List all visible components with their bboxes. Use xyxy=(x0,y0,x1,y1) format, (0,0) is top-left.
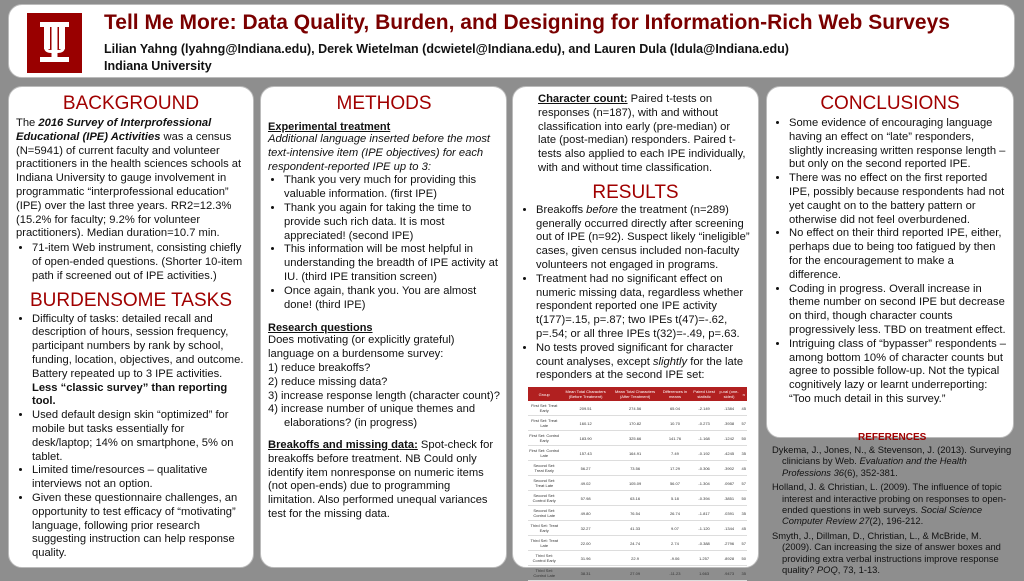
background-panel xyxy=(8,86,254,568)
table-cell: -1.168 xyxy=(691,431,718,446)
table-cell: 35 xyxy=(740,566,747,581)
table-cell: 22.00 xyxy=(560,536,610,551)
table-cell: -9.06 xyxy=(659,551,690,566)
table-row xyxy=(528,431,747,446)
table-cell: 157.43 xyxy=(560,446,610,461)
burden-item: • Given these questionnaire challenges, an opportunity to test efficacy of “motivating” language, following prior research suggesting instruction can help response quality. xyxy=(32,492,246,561)
table-row xyxy=(528,416,747,431)
research-questions-title: Research questions xyxy=(268,322,373,335)
table-cell: .1384 xyxy=(718,401,741,416)
poster-affiliation: Indiana University xyxy=(104,59,212,73)
table-row xyxy=(528,491,747,506)
table-cell: 141.76 xyxy=(659,431,690,446)
table-cell: 35 xyxy=(740,446,747,461)
table-cell: 45 xyxy=(740,521,747,536)
table-cell: 164.91 xyxy=(611,446,660,461)
table-cell: 160.12 xyxy=(560,416,610,431)
table-cell: 170.82 xyxy=(611,416,660,431)
burden-item: • Limited time/resources – qualitative interviews not an option. xyxy=(32,464,246,492)
reference-item: Holland, J. & Christian, L. (2009). The influence of topic interest and interactive probing on responses to open-ended questions in web surveys. Social Science Computer Review 27(2), 196-212. xyxy=(772,481,1007,527)
poster-authors: Lilian Yahng (lyahng@Indiana.edu), Derek Wietelman (dcwietel@Indiana.edu), and Lauren Dula (ldula@Indiana.edu) xyxy=(104,42,789,56)
background-bullet: • 71-item Web instrument, consisting chiefly of open-ended questions. (Shorter 10-item path if screened out of IPE activities.) xyxy=(32,242,246,283)
results-table-body xyxy=(528,401,747,581)
results-item: • Breakoffs before the treatment (n=289) generally occurred directly after screening out of IPE (n=92). Suspect likely “ineligible” cases, given census included non-faculty volunteers not engaged in programs. xyxy=(536,204,751,273)
table-cell: 49.80 xyxy=(560,506,610,521)
table-cell: -0.192 xyxy=(691,446,718,461)
table-cell: 63.16 xyxy=(611,491,660,506)
conclusions-heading: CONCLUSIONS xyxy=(820,93,960,114)
table-cell: 10.70 xyxy=(659,416,690,431)
table-row xyxy=(528,536,747,551)
table-cell: 2.74 xyxy=(659,536,690,551)
indiana-university-logo xyxy=(27,13,82,73)
table-cell: .0391 xyxy=(718,506,741,521)
table-cell: 57 xyxy=(740,416,747,431)
research-question: 3) increase response length (character count)? xyxy=(268,389,500,402)
table-cell: 31.96 xyxy=(560,551,610,566)
results-item: • Treatment had no significant effect on numeric missing data, regardless whether respondent reported one IPE activity t(177)=.15, p=.87; two IPEs t(47)=-.62, p=.54; or all three IPEs t(32)=-.49, p=.63. xyxy=(536,273,751,342)
table-row xyxy=(528,506,747,521)
background-heading: BACKGROUND xyxy=(62,93,200,114)
table-cell: 50 xyxy=(740,431,747,446)
table-cell: Third Set: Treat Late xyxy=(528,536,560,551)
results-panel xyxy=(512,86,759,579)
burdensome-tasks-heading: BURDENSOME TASKS xyxy=(29,289,232,311)
table-cell: 56.07 xyxy=(659,476,690,491)
table-cell: 50 xyxy=(740,491,747,506)
table-cell: 1.257 xyxy=(691,551,718,566)
table-cell: -2.149 xyxy=(691,401,718,416)
research-questions-intro: Does motivating (or explicitly grateful) language on a burdensome survey: xyxy=(268,334,455,361)
table-cell: 57 xyxy=(740,476,747,491)
table-cell: 26.74 xyxy=(659,506,690,521)
table-cell: 183.90 xyxy=(560,431,610,446)
results-heading: RESULTS xyxy=(592,181,679,203)
conclusion-item: • Some evidence of encouraging language having an effect on “late” responders, slightly increasing written response length – but only on the second reported IPE. xyxy=(789,117,1007,172)
table-row xyxy=(528,551,747,566)
treatment-item: • Thank you again for taking the time to provide such rich data. It is most appreciated! (second IPE) xyxy=(284,202,500,243)
table-row xyxy=(528,446,747,461)
poster-header xyxy=(8,4,1015,78)
research-question: 1) reduce breakoffs? xyxy=(268,361,371,374)
results-table xyxy=(528,387,747,581)
table-cell: Third Set: Treat Early xyxy=(528,521,560,536)
poster-title: Tell Me More: Data Quality, Burden, and Designing for Information-Rich Web Surveys xyxy=(104,11,950,34)
experimental-treatment-intro: Additional language inserted before the most text-intensive item (IPE objectives) for each respondent-reported IPE up to 3: xyxy=(268,133,491,173)
references-list xyxy=(772,444,1012,578)
table-cell: .8928 xyxy=(718,551,741,566)
conclusions-panel xyxy=(766,86,1014,438)
table-cell: First Set: Treat Late xyxy=(528,416,560,431)
research-question: 4) increase number of unique themes and elaborations? (in progress) xyxy=(268,403,476,430)
table-header-row: Group Mean Total Characters (Before Treatment) Mean Total Characters (After Treatment) Differences in means Paired t-test statistic p-val (one-sided) n xyxy=(528,387,747,401)
table-cell: .3851 xyxy=(718,491,741,506)
conclusion-item: • There was no effect on the first reported IPE, possibly because respondents had not yet caught on to the battery pattern or otherwise did not feel overburdened. xyxy=(789,172,1007,227)
table-row xyxy=(528,476,747,491)
table-cell: -1.304 xyxy=(691,476,718,491)
table-cell: 32.27 xyxy=(560,521,610,536)
table-cell: .3902 xyxy=(718,461,741,476)
reference-item: Smyth, J., Dillman, D., Christian, L., & McBride, M. (2009). Can increasing the size of answer boxes and providing extra verbal instructions improve response quality? POQ, 73, 1-13. xyxy=(772,529,1001,576)
table-cell: -11.23 xyxy=(659,566,690,581)
table-cell: 274.56 xyxy=(611,401,660,416)
table-cell: Third Set: Control Early xyxy=(528,551,560,566)
treatment-item: • Thank you very much for providing this valuable information. (first IPE) xyxy=(284,174,500,202)
survey-name: 2016 Survey of Interprofessional Educational (IPE) Activities xyxy=(16,117,212,143)
treatment-item: • This information will be most helpful in understanding the breadth of IPE activity at IU. (third IPE transition screen) xyxy=(284,243,500,284)
character-count-method: Character count: Paired t-tests on responses (n=187), with and without classification into early (pre-median) or late (post-median) responders. Paired t-tests also applied to each IPE individually, with and without time classification. xyxy=(538,93,746,174)
table-row xyxy=(528,521,747,536)
table-row xyxy=(528,566,747,581)
table-row xyxy=(528,461,747,476)
table-cell: 1.663 xyxy=(691,566,718,581)
table-cell: 45 xyxy=(740,401,747,416)
treatment-item: • Once again, thank you. You are almost done! (third IPE) xyxy=(284,285,500,313)
table-row xyxy=(528,401,747,416)
table-cell: .9473 xyxy=(718,566,741,581)
table-cell: 57.98 xyxy=(560,491,610,506)
table-cell: .1344 xyxy=(718,521,741,536)
table-cell: 57 xyxy=(740,536,747,551)
methods-panel xyxy=(260,86,507,568)
breakoffs-missing-data: Breakoffs and missing data: Spot-check for breakoffs before treatment. NB Could only identify item nonresponse on numeric items (not open-ends) due to programming limitation. Also performed unequal variances test for the missing data. xyxy=(268,438,494,520)
table-cell: 38.31 xyxy=(560,566,610,581)
table-cell: -1.120 xyxy=(691,521,718,536)
table-cell: First Set: Control Late xyxy=(528,446,560,461)
table-cell: First Set: Control Early xyxy=(528,431,560,446)
methods-heading: METHODS xyxy=(336,93,432,114)
conclusion-item: • Intriguing class of “bypasser” respondents – among bottom 10% of character counts but agree to possible follow-up. Not the typical cognitively lazy or learnt underreporting: “Too much detail in this survey.” xyxy=(789,338,1007,407)
burden-item: • Used default design skin “optimized” for mobile but tasks essentially for desk/laptop; 14% on smartphone, 5% on tablet. xyxy=(32,409,246,464)
table-cell: 56.27 xyxy=(560,461,610,476)
table-cell: 325.66 xyxy=(611,431,660,446)
table-cell: Second Set: Control Late xyxy=(528,506,560,521)
table-cell: 35 xyxy=(740,506,747,521)
table-cell: .1242 xyxy=(718,431,741,446)
table-cell: 27.09 xyxy=(611,566,660,581)
references-heading: REFERENCES xyxy=(858,432,927,443)
table-cell: 49.02 xyxy=(560,476,610,491)
table-cell: First Set: Treat Early xyxy=(528,401,560,416)
table-cell: 50 xyxy=(740,551,747,566)
conclusion-item: • No effect on their third reported IPE, either, perhaps due to being too fatigued by then for the encouragement to make a difference. xyxy=(789,227,1007,282)
table-cell: Second Set: Treat Early xyxy=(528,461,560,476)
table-cell: 7.49 xyxy=(659,446,690,461)
table-cell: 105.09 xyxy=(611,476,660,491)
research-question: 2) reduce missing data? xyxy=(268,375,388,388)
table-cell: 9.07 xyxy=(659,521,690,536)
table-cell: 41.33 xyxy=(611,521,660,536)
table-cell: -0.388 xyxy=(691,536,718,551)
table-cell: -1.817 xyxy=(691,506,718,521)
background-intro: The 2016 Survey of Interprofessional Educational (IPE) Activities was a census (N=5941) of current faculty and volunteer practitioners in the health sciences schools at Indiana University to gauge involvement in programmatic “interprofessional education” (IPE) over the last three years. RR2=12.3% (15.2% for faculty; 9.2% for volunteer practitioners). Median duration=10.7 min. xyxy=(16,117,242,240)
results-item: • No tests proved significant for character count analyses, except slightly for the late responders at the second IPE set: xyxy=(536,342,751,383)
table-cell: Second Set: Treat Late xyxy=(528,476,560,491)
table-cell: 76.54 xyxy=(611,506,660,521)
conclusion-item: • Coding in progress. Overall increase in theme number on second IPE but decrease on third, though character counts progressively less. TBD on treatment effect. xyxy=(789,283,1007,338)
table-cell: 65.04 xyxy=(659,401,690,416)
table-cell: 73.56 xyxy=(611,461,660,476)
experimental-treatment-title: Experimental treatment xyxy=(268,121,391,133)
table-cell: -0.273 xyxy=(691,416,718,431)
table-cell: .2796 xyxy=(718,536,741,551)
reference-item: Dykema, J., Jones, N., & Stevenson, J. (2013). Surveying clinicians by Web. Evaluation and the Health Professions 36(6), 352-381. xyxy=(772,444,1012,478)
table-cell: -0.306 xyxy=(691,461,718,476)
table-cell: 5.18 xyxy=(659,491,690,506)
table-cell: 22.9 xyxy=(611,551,660,566)
table-cell: Second Set: Control Early xyxy=(528,491,560,506)
table-cell: .3938 xyxy=(718,416,741,431)
burden-item: • Difficulty of tasks: detailed recall and description of hours, session frequency, participant numbers by rank by school, funding, location, objectives, and outcome. Battery repeated up to 3 IPE activities. Less “classic survey” than reporting tool. xyxy=(32,313,246,410)
table-cell: 17.29 xyxy=(659,461,690,476)
table-cell: -0.394 xyxy=(691,491,718,506)
table-cell: .4245 xyxy=(718,446,741,461)
table-cell: .0987 xyxy=(718,476,741,491)
table-cell: 24.74 xyxy=(611,536,660,551)
table-cell: 45 xyxy=(740,461,747,476)
table-cell: Third Set: Control Late xyxy=(528,566,560,581)
table-cell: 209.51 xyxy=(560,401,610,416)
